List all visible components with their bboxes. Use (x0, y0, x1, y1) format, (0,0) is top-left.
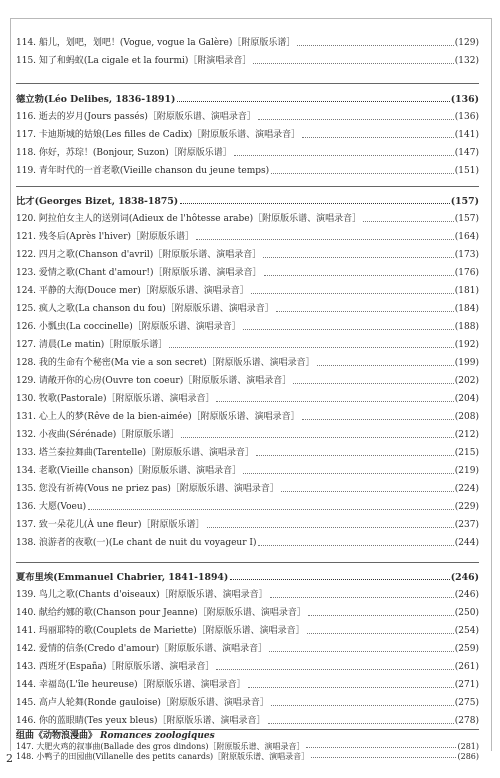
toc-entry[interactable]: 144. 幸福岛(L'île heureuse)［附原版乐谱、演唱录音］ (271) (16, 680, 479, 690)
toc-entry[interactable]: 131. 心上人的梦(Rêve de la bien-aimée)［附原版乐谱、演唱录音］ (208) (16, 412, 479, 422)
toc-entry[interactable]: 123. 爱情之歌(Chant d'amour!)［附原版乐谱、演唱录音］ (176) (16, 268, 479, 278)
toc-entry[interactable]: 137. 致一朵花儿(À une fleur)［附原版乐谱］ (237) (16, 520, 479, 530)
toc-entry[interactable]: 129. 请敞开你的心房(Ouvre ton coeur)［附原版乐谱、演唱录音］ (202) (16, 376, 479, 386)
toc-entry[interactable]: 148. 小鸭子的田园曲(Villanelle des petits canards)［附原版乐谱、演唱录音］ (286) (16, 752, 479, 761)
toc-entry[interactable]: 146. 你的蓝眼睛(Tes yeux bleus)［附原版乐谱、演唱录音］ (278) (16, 716, 479, 726)
toc-entry[interactable]: 141. 玛丽耶特的歌(Couplets de Mariette)［附原版乐谱、演唱录音］ (254) (16, 626, 479, 636)
toc-entry[interactable]: 118. 你好，苏琮！(Bonjour, Suzon)［附原版乐谱］ (147) (16, 148, 479, 158)
toc-entry[interactable]: 121. 残冬后(Après l'hiver)［附原版乐谱］ (164) (16, 232, 479, 242)
toc-entry[interactable]: 147. 大肥火鸡的叙事曲(Ballade des gros dindons)［附原版乐谱、演唱录音］ (281) (16, 742, 479, 751)
toc-entry[interactable]: 127. 清晨(Le matin)［附原版乐谱］ (192) (16, 340, 479, 350)
toc-entry[interactable]: 145. 高卢人轮舞(Ronde gauloise)［附原版乐谱、演唱录音］ (275) (16, 698, 479, 708)
toc-entry[interactable]: 117. 卡迪斯城的姑娘(Les filles de Cadix)［附原版乐谱、演唱录音］ (141) (16, 130, 479, 140)
toc-entry[interactable]: 124. 平静的大海(Douce mer)［附原版乐谱、演唱录音］ (181) (16, 286, 479, 296)
toc-entry[interactable]: 142. 爱情的信条(Credo d'amour)［附原版乐谱、演唱录音］ (259) (16, 644, 479, 654)
toc-entry[interactable]: 119. 青年时代的一首老歌(Vieille chanson du jeune temps) (151) (16, 166, 479, 176)
group-header: 组曲《动物浪漫曲》 Romances zoologiques (16, 731, 215, 741)
toc-entry[interactable]: 134. 老歌(Vieille chanson)［附原版乐谱、演唱录音］ (219) (16, 466, 479, 476)
toc-entry[interactable]: 133. 塔兰泰拉舞曲(Tarentelle)［附原版乐谱、演唱录音］ (215) (16, 448, 479, 458)
toc-entry[interactable]: 126. 小瓢虫(La coccinelle)［附原版乐谱、演唱录音］ (188) (16, 322, 479, 332)
toc-entry[interactable]: 116. 逝去的岁月(Jours passés)［附原版乐谱、演唱录音］ (136) (16, 112, 479, 122)
toc-entry[interactable]: 132. 小夜曲(Sérénade)［附原版乐谱］ (212) (16, 430, 479, 440)
toc-entry[interactable]: 136. 大愿(Voeu) (229) (16, 502, 479, 512)
toc-entry[interactable]: 125. 疯人之歌(La chanson du fou)［附原版乐谱、演唱录音］ (184) (16, 304, 479, 314)
toc-entry[interactable]: 122. 四月之歌(Chanson d'avril)［附原版乐谱、演唱录音］ (173) (16, 250, 479, 260)
section-divider (16, 186, 479, 187)
toc-entry[interactable]: 143. 西班牙(España)［附原版乐谱、演唱录音］ (261) (16, 662, 479, 672)
toc-entry[interactable]: 115. 知了和蚂蚁(La cigale et la fourmi)［附演唱录音］ (132) (16, 56, 479, 66)
composer-header-bizet[interactable]: 比才(Georges Bizet, 1838-1875) (157) (16, 196, 479, 207)
toc-entry[interactable]: 135. 您没有祈祷(Vous ne priez pas)［附原版乐谱、演唱录音］ (224) (16, 484, 479, 494)
composer-header-chabrier[interactable]: 夏布里埃(Emmanuel Chabrier, 1841-1894) (246) (16, 572, 479, 583)
page-number: 2 (6, 752, 13, 765)
composer-header-delibes[interactable]: 德立勃(Léo Delibes, 1836-1891) (136) (16, 94, 479, 105)
toc-entry[interactable]: 128. 我的生命有个秘密(Ma vie a son secret)［附原版乐谱、演唱录音］ (199) (16, 358, 479, 368)
section-divider (16, 83, 479, 84)
section-divider (16, 562, 479, 563)
toc-entry[interactable]: 139. 鸟儿之歌(Chants d'oiseaux)［附原版乐谱、演唱录音］ (246) (16, 590, 479, 600)
toc-entry[interactable]: 130. 牧歌(Pastorale)［附原版乐谱、演唱录音］ (204) (16, 394, 479, 404)
toc-entry[interactable]: 120. 阿拉伯女主人的送别词(Adieux de l'hôtesse arabe)［附原版乐谱、演唱录音］ (157) (16, 214, 479, 224)
toc-entry[interactable]: 140. 献给约娜的歌(Chanson pour Jeanne)［附原版乐谱、演唱录音］ (250) (16, 608, 479, 618)
toc-entry[interactable]: 138. 浪游者的夜歌(一)(Le chant de nuit du voyageur I) (244) (16, 538, 479, 548)
toc-entry[interactable]: 114. 船儿，划吧，划吧！(Vogue, vogue la Galère)［附原版乐谱］ (129) (16, 38, 479, 48)
